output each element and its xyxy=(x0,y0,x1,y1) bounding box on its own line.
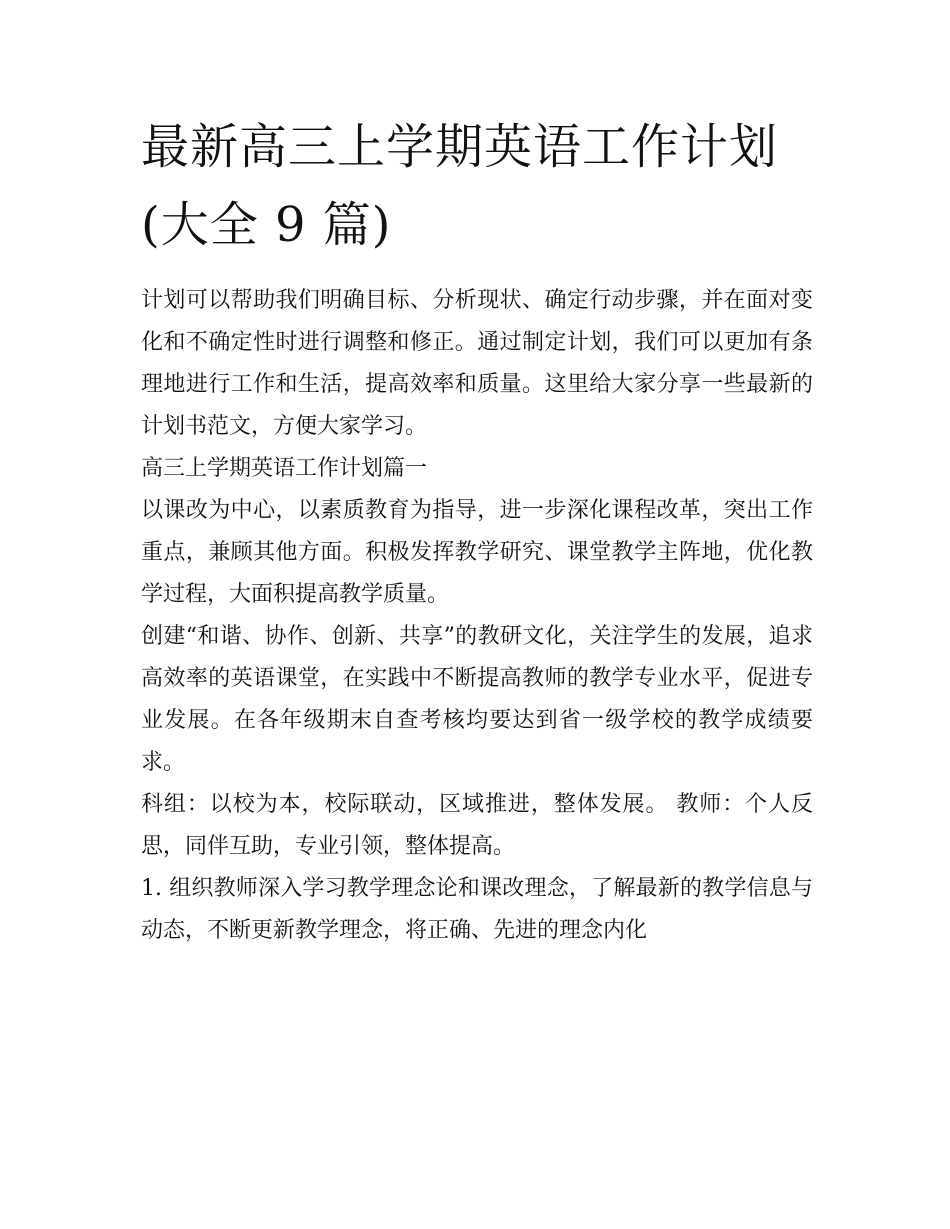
body-paragraph: 创建“和谐、协作、创新、共享”的教研文化，关注学生的发展，追求高效率的英语课堂，在实践中不断提高教师的教学专业水平，促进专业发展。在各年级期末自查考核均要达到省一级学校的教学成绩要求。 xyxy=(141,624,813,775)
intro-paragraph: 计划可以帮助我们明确目标、分析现状、确定行动步骤，并在面对变化和不确定性时进行调整和修正。通过制定计划，我们可以更加有条理地进行工作和生活，提高效率和质量。这里给大家分享一些最新的计划书范文，方便大家学习。 xyxy=(141,288,813,439)
document-title: 最新高三上学期英语工作计划(大全 9 篇) xyxy=(141,119,779,253)
body-paragraph: 科组：以校为本，校际联动，区域推进，整体发展。 教师：个人反思，同伴互助，专业引领，整体提高。 xyxy=(141,792,813,859)
section-heading: 高三上学期英语工作计划篇一 xyxy=(141,456,428,481)
document-body xyxy=(141,280,813,952)
list-item: 1. 组织教师深入学习教学理念论和课改理念，了解最新的教学信息与动态，不断更新教学理念，将正确、先进的理念内化 xyxy=(141,876,813,943)
document-page xyxy=(141,108,813,952)
body-paragraph: 以课改为中心，以素质教育为指导，进一步深化课程改革，突出工作重点，兼顾其他方面。积极发挥教学研究、课堂教学主阵地，优化教学过程，大面积提高教学质量。 xyxy=(141,498,813,607)
